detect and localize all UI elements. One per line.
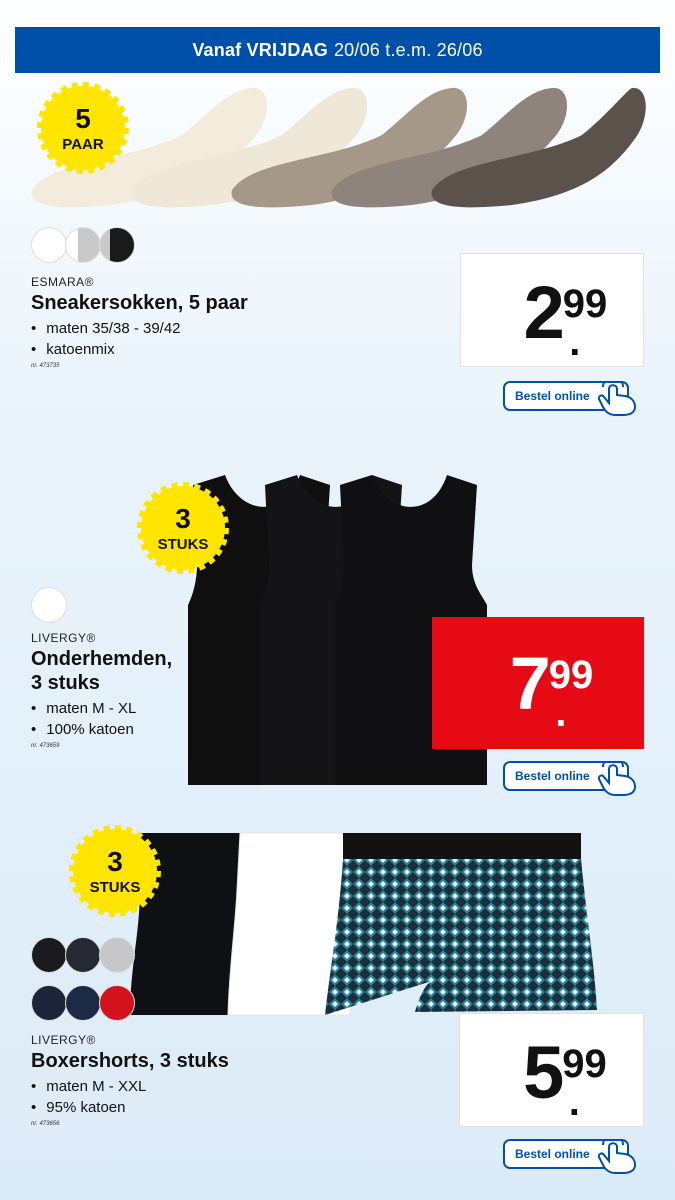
swatch-grey[interactable] — [65, 227, 101, 263]
product-title: Boxershorts, 3 stuks — [31, 1050, 229, 1072]
price-box — [432, 617, 644, 749]
swatch-black-pattern[interactable] — [65, 937, 101, 973]
quantity-badge-boxershorts — [73, 829, 157, 913]
price-decimals: 99 — [562, 1042, 607, 1086]
brand-label: ESMARA® — [31, 275, 95, 289]
price-decimals: 99 — [548, 653, 594, 697]
date-banner — [15, 27, 660, 73]
feature-item: • maten 35/38 - 39/42 — [31, 318, 181, 339]
swatch-white[interactable] — [31, 587, 67, 623]
article-number: nr. 473659 — [31, 743, 60, 749]
price-dot: . — [568, 1080, 580, 1124]
price-integer: 7 — [509, 642, 549, 725]
order-online-label: Bestel online — [515, 389, 590, 403]
price-dot: . — [555, 691, 567, 735]
swatch-navy[interactable] — [31, 985, 67, 1021]
price-box — [460, 253, 644, 367]
badge-unit: PAAR — [62, 135, 104, 153]
quantity-badge-socks — [41, 86, 125, 170]
article-number: nr. 473735 — [31, 363, 60, 369]
feature-item: • maten M - XXL — [31, 1076, 146, 1097]
swatch-black[interactable] — [99, 227, 135, 263]
order-online-button[interactable] — [503, 381, 629, 411]
badge-unit: STUKS — [157, 535, 209, 553]
banner-dates: 20/06 t.e.m. 26/06 — [333, 39, 483, 60]
product-title-line2: 3 stuks — [31, 672, 100, 694]
swatch-white[interactable] — [31, 227, 67, 263]
badge-number: 3 — [175, 502, 191, 534]
swatch-red[interactable] — [99, 985, 135, 1021]
price-dot: . — [569, 320, 581, 364]
badge-unit: STUKS — [89, 878, 141, 896]
color-swatches-socks — [31, 227, 133, 263]
badge-number: 3 — [107, 845, 123, 877]
order-online-button[interactable] — [503, 761, 629, 791]
color-swatches-undershirts — [31, 587, 65, 623]
product-title: Sneakersokken, 5 paar — [31, 292, 248, 314]
swatch-grey[interactable] — [99, 937, 135, 973]
color-swatches-boxershorts-row2 — [31, 985, 133, 1021]
article-number: nr. 473656 — [31, 1121, 60, 1127]
hand-click-icon — [595, 381, 643, 417]
price-decimals: 99 — [562, 282, 608, 326]
boxershorts-image — [125, 830, 600, 1020]
hand-click-icon — [595, 761, 643, 797]
price-integer: 2 — [523, 271, 563, 354]
product-title-line1: Onderhemden, — [31, 648, 173, 670]
brand-label: LIVERGY® — [31, 631, 96, 645]
swatch-black[interactable] — [31, 937, 67, 973]
swatch-navy-pattern[interactable] — [65, 985, 101, 1021]
quantity-badge-undershirts — [141, 486, 225, 570]
badge-number: 5 — [75, 102, 91, 134]
feature-list — [31, 1076, 146, 1118]
order-online-button[interactable] — [503, 1139, 629, 1169]
order-online-label: Bestel online — [515, 1147, 590, 1161]
feature-item: • 95% katoen — [31, 1097, 146, 1118]
feature-item: • maten M - XL — [31, 698, 136, 719]
price-integer: 5 — [523, 1031, 563, 1114]
hand-click-icon — [595, 1139, 643, 1175]
feature-item: • katoenmix — [31, 339, 181, 360]
feature-item: • 100% katoen — [31, 719, 136, 740]
feature-list — [31, 318, 181, 360]
feature-list — [31, 698, 136, 740]
order-online-label: Bestel online — [515, 769, 590, 783]
brand-label: LIVERGY® — [31, 1033, 96, 1047]
price-box — [459, 1013, 644, 1127]
color-swatches-boxershorts-row1 — [31, 937, 133, 973]
banner-prefix: Vanaf VRIJDAG — [192, 39, 328, 60]
